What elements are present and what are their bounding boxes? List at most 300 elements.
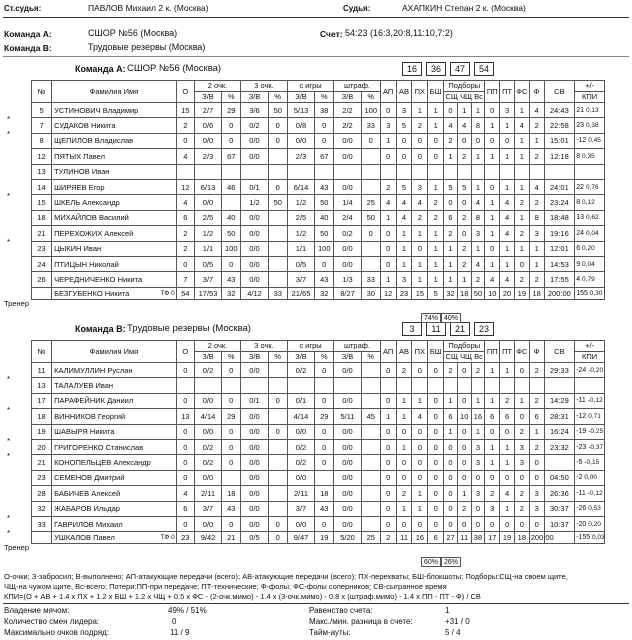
stat-cell: 1: [396, 409, 412, 424]
stat-cell: [361, 470, 380, 485]
stat-cell: 0: [428, 501, 444, 516]
stat-cell: 0: [485, 103, 500, 118]
stat-cell: [241, 164, 268, 179]
stat-cell: 3: [396, 272, 412, 287]
stat-cell: 4: [529, 103, 544, 118]
stat-cell: 0: [315, 439, 334, 454]
team-a-title: Команда А:: [75, 64, 126, 74]
stat-cell: 0: [380, 501, 396, 516]
stat-cell: 13: [176, 409, 194, 424]
col-field-goals: с игры: [287, 81, 334, 92]
stat-cell: 1: [412, 393, 428, 408]
stat-cell: [500, 164, 515, 179]
col-free-throws: штраф.: [334, 81, 380, 92]
total-cell: 8/27: [334, 287, 361, 299]
stat-cell: 0: [176, 256, 194, 271]
stat-cell: 2: [396, 486, 412, 501]
plus-minus: 23: [576, 122, 584, 130]
stat-cell: 0: [315, 516, 334, 531]
stat-cell: 2: [514, 486, 529, 501]
stat-cell: 0/0: [241, 241, 268, 256]
stat-cell: 2: [514, 195, 529, 210]
stat-cell: 0: [485, 516, 500, 531]
played-time: 15:01: [544, 133, 575, 148]
stat-cell: 1: [396, 256, 412, 271]
stat-cell: 1: [396, 241, 412, 256]
team-a-label: Команда А:: [4, 29, 52, 39]
stat-cell: 0: [396, 424, 412, 439]
kpi-cell: [575, 149, 605, 164]
stat-cell: 0/6: [194, 118, 221, 133]
player-number: 21: [32, 226, 52, 241]
total-cell: 10: [485, 287, 500, 299]
stat-cell: [361, 241, 380, 256]
col-rebounds-sub: СЩ ЧЩ Вс: [445, 352, 483, 361]
legend-divider: [3, 603, 629, 604]
stat-cell: [268, 378, 287, 393]
rebound-pct: 40%: [441, 313, 461, 323]
kpi-value: 0,62: [585, 214, 599, 222]
played-time: [544, 164, 575, 179]
stat-cell: 6/14: [287, 179, 314, 194]
stat-cell: [222, 470, 241, 485]
plus-minus: -24: [576, 366, 587, 374]
referee-label: Ст.судья:: [4, 4, 42, 13]
stat-cell: 0/2: [194, 455, 221, 470]
plus-minus: -26: [576, 505, 587, 513]
total-cell: 9/47: [287, 532, 314, 544]
stat-cell: 0: [457, 195, 471, 210]
stat-cell: 4: [176, 486, 194, 501]
col-px: ПХ: [412, 81, 428, 103]
stat-cell: 0: [315, 393, 334, 408]
stat-cell: 0: [485, 241, 500, 256]
table-row: [32, 439, 605, 454]
stat-cell: 1: [428, 241, 444, 256]
kpi-value: 0,00: [584, 474, 598, 482]
team-a-q1: 16: [402, 62, 422, 76]
stat-cell: 8: [471, 210, 485, 225]
played-time: 14:53: [544, 256, 575, 271]
stat-cell: [428, 164, 444, 179]
total-cell: 50: [471, 287, 485, 299]
stat-cell: [176, 164, 194, 179]
kpi-value: -0,25: [588, 428, 604, 436]
stat-cell: 2: [471, 363, 485, 378]
kpi-cell: [575, 133, 605, 148]
col-points: О: [176, 81, 194, 103]
judge-label: Судья:: [343, 4, 371, 13]
stat-cell: [457, 378, 471, 393]
kpi-value: -0,12: [587, 489, 603, 497]
col-px: ПХ: [412, 341, 428, 363]
stat-cell: 33: [361, 272, 380, 287]
stat-cell: 0: [222, 256, 241, 271]
stat-cell: [361, 393, 380, 408]
total-cell: 18: [514, 532, 529, 544]
team-b-stats-table: [31, 340, 605, 544]
stat-cell: 0: [428, 486, 444, 501]
stat-cell: 0/0: [241, 363, 268, 378]
team-b-q1: 3: [402, 322, 422, 336]
stat-cell: 6: [444, 409, 458, 424]
stat-cell: 0: [457, 516, 471, 531]
stat-cell: 0: [176, 424, 194, 439]
leader-changes-value: 0: [172, 617, 177, 626]
rebound-pct: 26%: [441, 557, 461, 567]
col-sv: СВ: [544, 341, 575, 363]
stat-cell: 1/2: [194, 226, 221, 241]
starter-mark: *: [7, 452, 11, 461]
stat-cell: 0: [412, 439, 428, 454]
player-name: ЦЫКИН Иван: [52, 241, 177, 256]
stat-cell: 0/0: [194, 133, 221, 148]
kpi-cell: [575, 241, 605, 256]
stat-cell: [287, 378, 314, 393]
stat-cell: 4: [412, 409, 428, 424]
stat-cell: 2: [412, 210, 428, 225]
kpi-cell: [575, 455, 605, 470]
team-a-stats-table: [31, 80, 605, 300]
stat-cell: 2: [457, 241, 471, 256]
plus-minus: -23: [576, 443, 587, 451]
plus-minus: -12: [576, 137, 587, 145]
kpi-value: -0,37: [588, 443, 604, 451]
total-cell: 15: [412, 287, 428, 299]
table-row: [32, 424, 605, 439]
col-sv: СВ: [544, 81, 575, 103]
stat-cell: 10: [457, 409, 471, 424]
stat-cell: 1: [412, 103, 428, 118]
stat-cell: 0: [380, 470, 396, 485]
played-time: 26:36: [544, 486, 575, 501]
total-no: [32, 287, 52, 299]
stat-cell: 1: [380, 133, 396, 148]
total-cell: 11: [396, 532, 412, 544]
team-a-divider: [3, 56, 629, 57]
stat-cell: [268, 486, 287, 501]
player-name: ГАВРИЛОВ Михаил: [52, 516, 177, 531]
col-bsh: БШ: [428, 81, 444, 103]
stat-cell: 12: [176, 179, 194, 194]
played-time: 23:24: [544, 195, 575, 210]
stat-cell: 0: [380, 424, 396, 439]
stat-cell: 1: [471, 241, 485, 256]
stat-cell: 4: [500, 486, 515, 501]
total-cell: 0/5: [241, 532, 268, 544]
kpi-value: 0,38: [585, 122, 599, 130]
stat-cell: 43: [315, 501, 334, 516]
stat-cell: 3: [380, 118, 396, 133]
stat-cell: 4: [380, 195, 396, 210]
stat-cell: 0/0: [334, 501, 361, 516]
col-ap: АП: [380, 81, 396, 103]
stat-cell: 0: [514, 516, 529, 531]
stat-cell: [334, 378, 361, 393]
stat-cell: 7: [176, 272, 194, 287]
col-bsh: БШ: [428, 341, 444, 363]
judge-name: АХАПКИН Степан 2 к. (Москва): [402, 3, 526, 13]
stat-cell: 6: [500, 409, 515, 424]
col-name: Фамилия Имя: [52, 341, 177, 363]
stat-cell: 0/0: [334, 149, 361, 164]
stat-cell: 0: [457, 133, 471, 148]
stat-cell: 1: [485, 393, 500, 408]
total-cell: 23: [396, 287, 412, 299]
total-cell: 18: [457, 287, 471, 299]
stat-cell: 0: [222, 118, 241, 133]
player-number: 8: [32, 133, 52, 148]
stat-cell: 3: [471, 439, 485, 454]
played-time: 23:32: [544, 439, 575, 454]
col-pt: ПТ: [500, 81, 515, 103]
stat-cell: [514, 378, 529, 393]
team-b-q4: 23: [474, 322, 494, 336]
stat-cell: 1: [380, 272, 396, 287]
total-kpi-value: 0,03: [590, 534, 605, 542]
stat-cell: 0: [428, 133, 444, 148]
stat-cell: 0/0: [334, 439, 361, 454]
stat-cell: 0: [268, 424, 287, 439]
played-time: 16:24: [544, 424, 575, 439]
stat-cell: 1: [471, 149, 485, 164]
max-run-label: Максимально очков подряд:: [4, 628, 109, 637]
total-cell: 20: [500, 287, 515, 299]
stat-cell: 0/1: [287, 393, 314, 408]
stat-cell: 0: [380, 241, 396, 256]
player-name: ПЯТЫХ Павел: [52, 149, 177, 164]
stat-cell: 0: [428, 424, 444, 439]
stat-cell: 0: [361, 133, 380, 148]
stat-cell: 2: [428, 195, 444, 210]
plus-minus: 9: [576, 260, 581, 268]
total-cell: 200:00: [530, 533, 554, 543]
stat-cell: 1: [412, 256, 428, 271]
stat-cell: 1: [428, 179, 444, 194]
stat-cell: 1: [485, 118, 500, 133]
total-row: [32, 532, 605, 544]
table-row: [32, 133, 605, 148]
stat-cell: [361, 149, 380, 164]
col-ap: АП: [380, 341, 396, 363]
stat-cell: 0/0: [241, 501, 268, 516]
stat-cell: 0: [428, 393, 444, 408]
total-cell: 21/65: [287, 287, 314, 299]
stat-cell: 0: [222, 516, 241, 531]
stat-cell: 1: [485, 439, 500, 454]
stat-cell: 5/11: [334, 409, 361, 424]
stat-cell: 1: [500, 179, 515, 194]
col-pct: %: [361, 352, 380, 363]
stat-cell: 4/14: [287, 409, 314, 424]
player-number: 24: [32, 256, 52, 271]
stat-cell: 1: [457, 486, 471, 501]
kpi-value: -0,20: [588, 366, 604, 374]
stat-cell: 4: [176, 195, 194, 210]
stat-cell: 0: [457, 470, 471, 485]
kpi-value: 0,20: [588, 520, 601, 528]
kpi-value: 0,79: [582, 275, 595, 283]
stat-cell: [396, 164, 412, 179]
stat-cell: 6: [444, 210, 458, 225]
stat-cell: 3/7: [287, 501, 314, 516]
col-made: З/В: [287, 92, 314, 103]
total-cell: 32: [222, 287, 241, 299]
stat-cell: 0: [412, 363, 428, 378]
stat-cell: 0: [222, 455, 241, 470]
stat-cell: 0/2: [287, 363, 314, 378]
header-divider: [3, 17, 629, 18]
stat-cell: 2: [457, 149, 471, 164]
total-cell: 19: [500, 532, 515, 544]
stat-cell: 46: [222, 179, 241, 194]
stat-cell: 5: [444, 179, 458, 194]
team-a-q4: 54: [474, 62, 494, 76]
stat-cell: 3: [485, 501, 500, 516]
player-number: 13: [32, 164, 52, 179]
stat-cell: 0: [315, 455, 334, 470]
kpi-value: 0,20: [582, 245, 595, 253]
stat-cell: 1: [457, 103, 471, 118]
col-free-throws: штраф.: [334, 341, 380, 352]
stat-cell: [268, 164, 287, 179]
stat-cell: 3: [500, 103, 515, 118]
stat-cell: 1/4: [334, 195, 361, 210]
played-time: 10:37: [544, 516, 575, 531]
stat-cell: 1: [471, 179, 485, 194]
kpi-cell: [575, 486, 605, 501]
team-a-name: СШОР №56 (Москва): [88, 28, 178, 38]
stat-cell: 2: [428, 210, 444, 225]
stat-cell: [444, 164, 458, 179]
stat-cell: 0/0: [241, 149, 268, 164]
stat-cell: 43: [222, 272, 241, 287]
total-cell: 5: [428, 287, 444, 299]
technical-fouls: ТФ 0: [160, 289, 175, 297]
col-pp: ПП: [485, 81, 500, 103]
stat-cell: [334, 164, 361, 179]
stat-cell: 0: [412, 455, 428, 470]
stat-cell: 100: [222, 241, 241, 256]
col-made: З/В: [194, 352, 221, 363]
stat-cell: 4: [500, 272, 515, 287]
starter-mark: *: [7, 115, 11, 124]
table-row: [32, 118, 605, 133]
played-time: 17:55: [544, 272, 575, 287]
player-name: СУДАКОВ Никита: [52, 118, 177, 133]
stat-cell: 1: [514, 241, 529, 256]
stat-cell: 50: [315, 226, 334, 241]
stat-cell: 2/2: [334, 118, 361, 133]
timeouts-value: 5 / 4: [445, 628, 461, 637]
stat-cell: 0: [222, 439, 241, 454]
stat-cell: 6: [176, 210, 194, 225]
stat-cell: 3: [471, 226, 485, 241]
total-cell: 12: [380, 287, 396, 299]
table-row: [32, 516, 605, 531]
stat-cell: [268, 241, 287, 256]
plus-minus: 4: [576, 275, 581, 283]
total-cell: 5/20: [334, 532, 361, 544]
col-plus-minus: +/-: [575, 81, 605, 92]
stat-cell: 3: [412, 179, 428, 194]
stat-cell: 1: [444, 424, 458, 439]
stat-cell: [268, 363, 287, 378]
coach-name: УШКАЛОВ Павел ТФ 0: [52, 532, 177, 544]
stat-cell: 1/2: [287, 226, 314, 241]
stat-cell: 0: [396, 516, 412, 531]
stat-cell: 0: [268, 133, 287, 148]
kpi-value: 0,76: [585, 183, 599, 191]
stat-cell: 0/1: [241, 393, 268, 408]
player-name: ТАЛАЛУЕВ Иван: [52, 378, 177, 393]
player-name: СЕМЕНОВ Дмитрий: [52, 470, 177, 485]
stat-cell: 0: [176, 470, 194, 485]
starter-mark: *: [7, 405, 11, 415]
stat-cell: 8: [529, 210, 544, 225]
stat-cell: 67: [315, 149, 334, 164]
stat-cell: 0: [500, 470, 515, 485]
total-plus-minus: -155: [576, 534, 591, 542]
total-no: [32, 532, 52, 544]
stat-cell: 2: [514, 272, 529, 287]
table-row: [32, 378, 605, 393]
stat-cell: 2: [529, 272, 544, 287]
stat-cell: 2: [457, 501, 471, 516]
played-time: 28:31: [544, 409, 575, 424]
stat-cell: [268, 149, 287, 164]
player-name: ТУЛИНОВ Иван: [52, 164, 177, 179]
stat-cell: 43: [315, 179, 334, 194]
stat-cell: [361, 424, 380, 439]
stat-cell: [361, 439, 380, 454]
col-pct: %: [361, 92, 380, 103]
stat-cell: 2: [444, 133, 458, 148]
stat-cell: 67: [222, 149, 241, 164]
player-name: ПЕРЕХОЖИХ Алексей: [52, 226, 177, 241]
team-a-q2: 36: [426, 62, 446, 76]
stat-cell: 1: [514, 179, 529, 194]
stat-cell: [471, 378, 485, 393]
total-time: 200:00: [544, 287, 575, 299]
stat-cell: 0: [444, 501, 458, 516]
score-value: 54:23 (16:3,20:8,11:10,7:2): [345, 28, 453, 38]
stat-cell: [361, 455, 380, 470]
stat-cell: 2/5: [287, 210, 314, 225]
stat-cell: 100: [315, 241, 334, 256]
stat-cell: 2/3: [287, 149, 314, 164]
total-cell: 30: [361, 287, 380, 299]
stat-cell: [268, 210, 287, 225]
stat-cell: 2: [514, 501, 529, 516]
total-cell: 19: [315, 532, 334, 544]
stat-cell: 1: [500, 439, 515, 454]
stat-cell: 1: [396, 439, 412, 454]
stat-cell: [194, 378, 221, 393]
plus-minus: -2: [576, 474, 583, 482]
stat-cell: [268, 272, 287, 287]
stat-cell: 0: [444, 195, 458, 210]
team-b-q2: 11: [426, 322, 446, 336]
col-pct: %: [315, 92, 334, 103]
stat-cell: 0/0: [241, 470, 268, 485]
stat-cell: 3/6: [241, 103, 268, 118]
player-number: 13: [32, 378, 52, 393]
stat-cell: 0/0: [334, 241, 361, 256]
stat-cell: 2: [457, 210, 471, 225]
stat-cell: [412, 378, 428, 393]
stat-cell: 1: [412, 272, 428, 287]
